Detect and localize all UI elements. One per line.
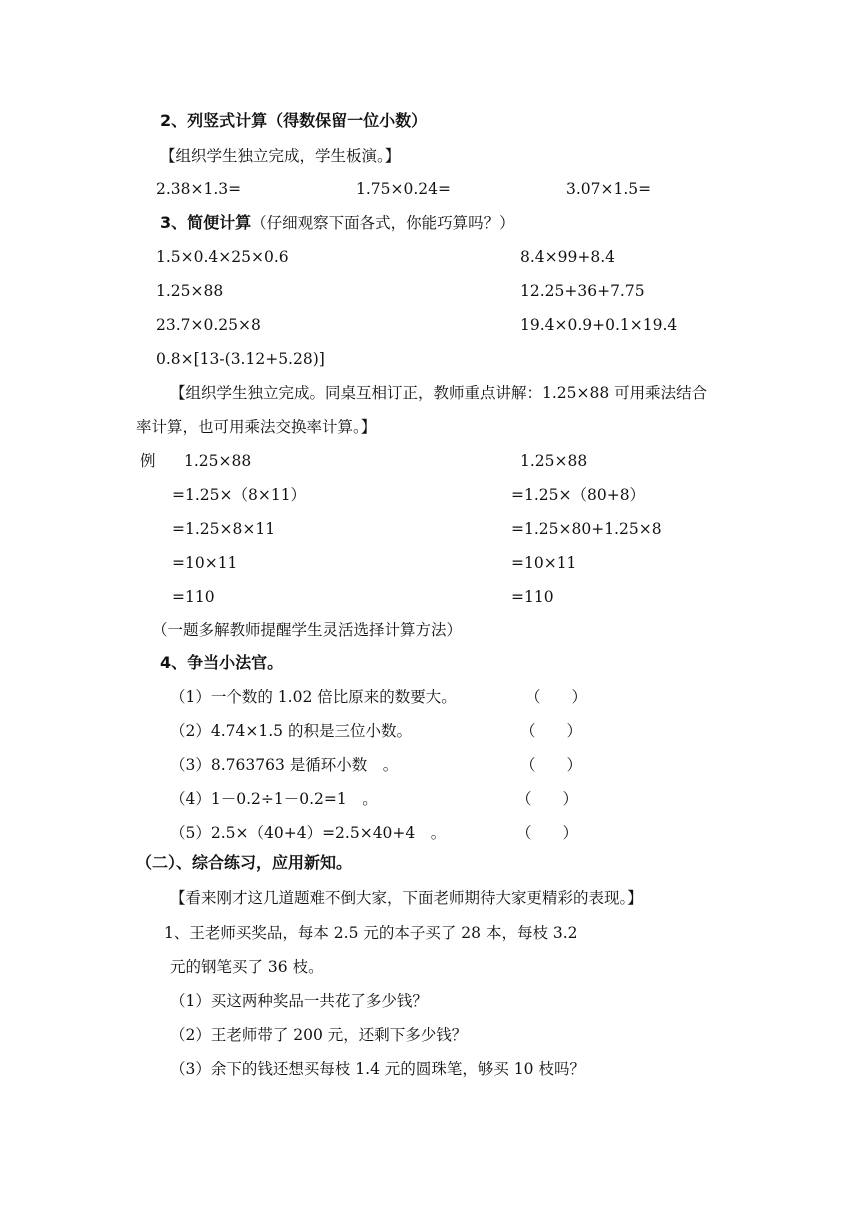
section3-tip: （一题多解教师提醒学生灵活选择计算方法）: [152, 621, 463, 639]
section3-item: 12.25+36+7.75: [520, 282, 645, 300]
example-left-step: =1.25×（8×11）: [172, 486, 307, 504]
judge-answer-paren: （ ）: [525, 688, 588, 706]
section2-question-3: 3.07×1.5=: [566, 180, 652, 198]
section3-heading-line: [160, 212, 515, 234]
section3-item: 1.5×0.4×25×0.6: [156, 248, 289, 266]
judge-item-text: （5）2.5×（40+4）=2.5×40+4 。: [170, 824, 447, 842]
problem1-subquestion: （2）王老师带了 200 元，还剩下多少钱？: [170, 1026, 468, 1044]
problem1-subquestion: （1）买这两种奖品一共花了多少钱？: [170, 992, 428, 1010]
judge-item-text: （2）4.74×1.5 的积是三位小数。: [170, 722, 412, 740]
example-right-step: =1.25×（80+8）: [511, 486, 646, 504]
example-left-step: =1.25×8×11: [172, 520, 276, 538]
section3-note-line2: 率计算，也可用乘法交换率计算。】: [136, 418, 377, 436]
example-right-step: =110: [511, 588, 554, 606]
section2-note: 【组织学生独立完成，学生板演。】: [160, 147, 401, 165]
section3-note-line1: 【组织学生独立完成。同桌互相订正，教师重点讲解：1.25×88 可用乘法结合: [170, 384, 708, 402]
judge-item-text: （1）一个数的 1.02 倍比原来的数要大。: [170, 688, 457, 706]
judge-answer-paren: （ ）: [520, 722, 583, 740]
problem1-line2: 元的钢笔买了 36 枝。: [170, 958, 324, 976]
judge-answer-paren: （ ）: [516, 824, 579, 842]
section2-question-2: 1.75×0.24=: [356, 180, 451, 198]
section2-heading: 2、列竖式计算（得数保留一位小数）: [160, 111, 428, 130]
section3-heading: 3、简便计算: [160, 213, 252, 232]
example-right-step: =10×11: [511, 554, 577, 572]
example-left-step: =10×11: [172, 554, 238, 572]
problem1-subquestion: （3）余下的钱还想买每枝 1.4 元的圆珠笔，够买 10 枝吗？: [170, 1060, 585, 1078]
example-left-step: 1.25×88: [184, 452, 252, 470]
section3-item: 23.7×0.25×8: [156, 316, 261, 334]
section3-item: 0.8×[13-(3.12+5.28)]: [156, 350, 325, 368]
example-label: 例: [140, 452, 156, 470]
section3-heading-tail: （仔细观察下面各式，你能巧算吗？）: [251, 214, 515, 232]
judge-answer-paren: （ ）: [520, 756, 583, 774]
section2-question-1: 2.38×1.3=: [156, 180, 242, 198]
section3-item: 1.25×88: [156, 282, 224, 300]
part2-note: 【看来刚才这几道题难不倒大家，下面老师期待大家更精彩的表现。】: [170, 889, 643, 907]
example-right-step: =1.25×80+1.25×8: [511, 520, 662, 538]
judge-item-text: （4）1－0.2÷1－0.2=1 。: [170, 790, 378, 808]
section3-item: 19.4×0.9+0.1×19.4: [520, 316, 678, 334]
problem1-line1: 1、王老师买奖品，每本 2.5 元的本子买了 28 本，每枝 3.2: [164, 924, 578, 942]
example-right-step: 1.25×88: [520, 452, 588, 470]
example-left-step: =110: [172, 588, 215, 606]
judge-item-text: （3）8.763763 是循环小数 。: [170, 756, 399, 774]
section4-heading: 4、争当小法官。: [160, 653, 284, 672]
section3-item: 8.4×99+8.4: [520, 248, 615, 266]
judge-answer-paren: （ ）: [516, 790, 579, 808]
part2-heading: （二）、综合练习，应用新知。: [136, 853, 353, 872]
